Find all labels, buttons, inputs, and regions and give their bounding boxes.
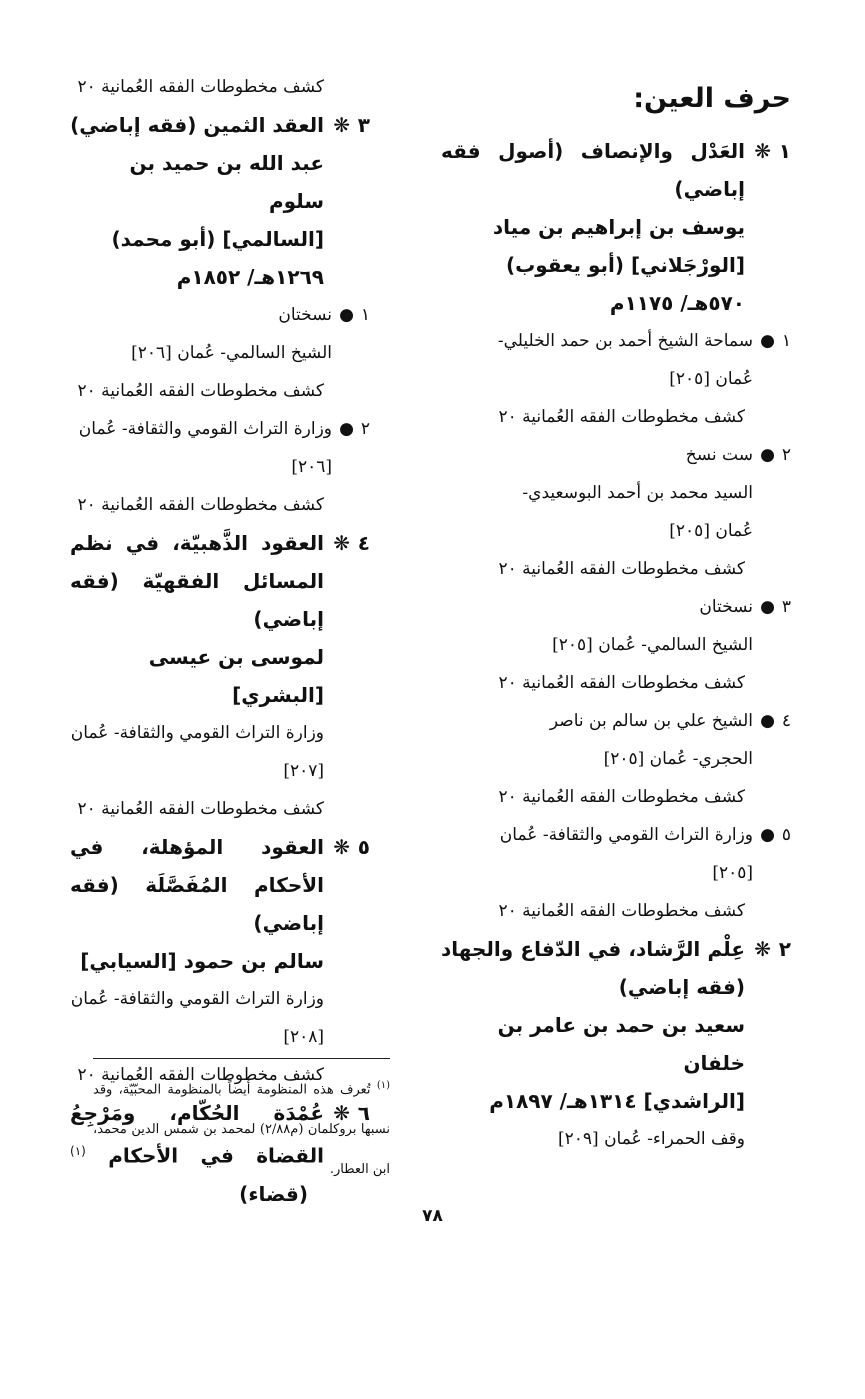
entry-5 xyxy=(70,828,370,1094)
author-line: سالم بن حمود [السيابي] xyxy=(80,949,324,973)
author-dates: [الراشدي] ١٣١٤هـ/ ١٨٩٧م xyxy=(489,1089,745,1113)
item-number: ٥ xyxy=(781,825,791,845)
item-location: نسختان xyxy=(278,305,332,325)
entry-4 xyxy=(70,524,370,828)
section-title: حرف العين: xyxy=(633,83,791,114)
item-location: عُمان [٢٠٥] xyxy=(669,521,753,541)
item-location: نسختان xyxy=(699,597,753,617)
catalog-reference: كشف مخطوطات الفقه العُمانية ٢٠ xyxy=(77,495,324,515)
item-location: [٢٠٦] xyxy=(291,457,332,477)
item-location: [٢٠٧] xyxy=(283,761,324,781)
entry-title xyxy=(70,828,370,942)
entry-title-text: العَدْل والإنصاف (أصول فقه إباضي) xyxy=(441,139,745,201)
entry-title xyxy=(70,524,370,638)
right-column xyxy=(441,68,791,1158)
footnote-mark: (١) xyxy=(376,1080,390,1091)
entry-title-text: العقود المؤهلة، في الأحكام المُفَصَّلَة (فقه إباضي) xyxy=(70,835,324,935)
entry-2 xyxy=(441,930,791,1158)
copy-item xyxy=(441,436,791,474)
entry-3 xyxy=(70,106,370,524)
asterism-icon: ❋ xyxy=(333,835,350,859)
item-number: ١ xyxy=(781,331,791,351)
author-line: عبد الله بن حميد بن سلوم xyxy=(129,151,324,213)
entry-number: ١ xyxy=(778,139,791,163)
bullet-icon: ● xyxy=(760,331,775,351)
bullet-icon: ● xyxy=(339,305,354,325)
bullet-icon: ● xyxy=(760,597,775,617)
copy-item xyxy=(441,322,791,360)
item-location: وقف الحمراء- عُمان [٢٠٩] xyxy=(557,1129,745,1149)
item-location: [٢٠٨] xyxy=(283,1027,324,1047)
entry-number: ٢ xyxy=(778,937,791,961)
asterism-icon: ❋ xyxy=(333,113,350,137)
asterism-icon: ❋ xyxy=(754,937,771,961)
asterism-icon: ❋ xyxy=(333,531,350,555)
catalog-reference: كشف مخطوطات الفقه العُمانية ٢٠ xyxy=(498,787,745,807)
entry-title xyxy=(70,106,370,144)
entry-title-text: العقود الذَّهبيّة، في نظم المسائل الفقهيّة (فقه إباضي) xyxy=(70,531,324,631)
copy-item xyxy=(441,588,791,626)
copy-item xyxy=(70,296,370,334)
item-location: الشيخ السالمي- عُمان [٢٠٦] xyxy=(131,343,332,363)
copy-item xyxy=(70,410,370,448)
copy-item xyxy=(441,816,791,854)
entry-title xyxy=(441,930,791,1006)
catalog-reference: كشف مخطوطات الفقه العُمانية ٢٠ xyxy=(77,799,324,819)
author-line: يوسف بن إبراهيم بن مياد xyxy=(492,215,745,239)
entry-number: ٦ xyxy=(357,1101,370,1125)
author-dates: ٥٧٠هـ/ ١١٧٥م xyxy=(609,291,745,315)
bullet-icon: ● xyxy=(339,419,354,439)
entry-1 xyxy=(441,132,791,930)
entry-number: ٣ xyxy=(357,113,370,137)
item-location: ست نسخ xyxy=(685,445,753,465)
entry-number: ٤ xyxy=(357,531,370,555)
footnote xyxy=(93,1066,390,1190)
catalog-reference: كشف مخطوطات الفقه العُمانية ٢٠ xyxy=(77,381,324,401)
item-location: وزارة التراث القومي والثقافة- عُمان xyxy=(70,723,324,743)
bullet-icon: ● xyxy=(760,825,775,845)
item-location: وزارة التراث القومي والثقافة- عُمان xyxy=(499,825,753,845)
catalog-reference: كشف مخطوطات الفقه العُمانية ٢٠ xyxy=(498,407,745,427)
item-number: ٣ xyxy=(781,597,791,617)
item-location: وزارة التراث القومي والثقافة- عُمان xyxy=(78,419,332,439)
bullet-icon: ● xyxy=(760,711,775,731)
item-location: الشيخ علي بن سالم بن ناصر xyxy=(549,711,753,731)
footnote-mark: (١) xyxy=(70,1144,86,1158)
item-number: ٤ xyxy=(781,711,791,731)
author-dates: ١٢٦٩هـ/ ١٨٥٢م xyxy=(176,265,324,289)
entry-subject: (قضاء) xyxy=(239,1181,308,1206)
catalog-reference: كشف مخطوطات الفقه العُمانية ٢٠ xyxy=(498,559,745,579)
catalog-reference: كشف مخطوطات الفقه العُمانية ٢٠ xyxy=(77,77,324,97)
item-location: سماحة الشيخ أحمد بن حمد الخليلي- xyxy=(497,331,753,351)
page-number: ٧٨ xyxy=(422,1206,443,1226)
item-location: وزارة التراث القومي والثقافة- عُمان xyxy=(70,989,324,1009)
catalog-reference: كشف مخطوطات الفقه العُمانية ٢٠ xyxy=(77,1065,324,1085)
item-location: عُمان [٢٠٥] xyxy=(669,369,753,389)
entry-title-text: عُمْدَة الحُكّام، ومَرْجِعُ القضاة في الأحكام xyxy=(70,1101,325,1168)
author-line: [الورْجَلاني] (أبو يعقوب) xyxy=(506,253,745,277)
footnote-text: تُعرف هذه المنظومة أيضاً بالمنظومة المحبّيّة، وقد نسبها بروكلمان (م٢/٨٨) لمحمد بن شمس الدين محمد، ابن العطار. xyxy=(93,1082,391,1178)
item-number: ١ xyxy=(360,305,370,325)
item-number: ٢ xyxy=(360,419,370,439)
item-location: السيد محمد بن أحمد البوسعيدي- xyxy=(522,483,753,503)
item-location: [٢٠٥] xyxy=(712,863,753,883)
author-line: سعيد بن حمد بن عامر بن خلفان xyxy=(497,1013,745,1075)
footnote-divider xyxy=(93,1058,390,1059)
asterism-icon: ❋ xyxy=(333,1101,350,1125)
entry-title-text: العقد الثمين (فقه إباضي) xyxy=(70,113,324,137)
author-line: [السالمي] (أبو محمد) xyxy=(111,227,324,251)
entry-number: ٥ xyxy=(357,835,370,859)
left-column xyxy=(70,68,370,1213)
item-location: الشيخ السالمي- عُمان [٢٠٥] xyxy=(552,635,753,655)
bullet-icon: ● xyxy=(760,445,775,465)
author-line: لموسى بن عيسى [البشري] xyxy=(148,645,324,707)
catalog-reference: كشف مخطوطات الفقه العُمانية ٢٠ xyxy=(498,673,745,693)
item-location: الحجري- عُمان [٢٠٥] xyxy=(603,749,753,769)
asterism-icon: ❋ xyxy=(754,139,771,163)
copy-item xyxy=(441,702,791,740)
entry-title-text: عِلْم الرَّشاد، في الدّفاع والجهاد (فقه إباضي) xyxy=(441,937,745,999)
entry-title xyxy=(441,132,791,208)
catalog-reference: كشف مخطوطات الفقه العُمانية ٢٠ xyxy=(498,901,745,921)
item-number: ٢ xyxy=(781,445,791,465)
